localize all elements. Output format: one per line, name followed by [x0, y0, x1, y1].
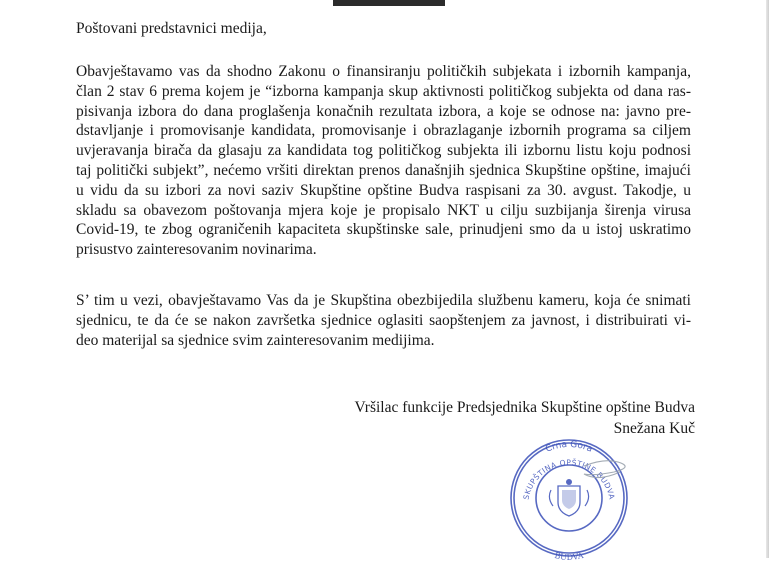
paragraph-line: deo materijal sa sjednice svim zainteresovanim medijima.	[76, 331, 435, 349]
paragraph-line: prisustvo zainteresovanim novinarima.	[76, 241, 317, 259]
paragraph-line: pisivanja izbora do dana proglašenja konačnih rezultata izbora, a koje se odnose na: javno pre-	[76, 102, 691, 120]
paragraph-line: skladu sa obavezom poštovanja mjera koje je propisalo NKT u cilju suzbijanja širenja virusa	[76, 201, 691, 219]
paragraph-line: dstavljanje i promovisanje kandidata, promovisanje i obrazlaganje izbornih programa sa ciljem	[76, 122, 691, 140]
paragraph-camera-notice	[76, 291, 691, 350]
paragraph-announcement	[76, 62, 691, 260]
paragraph-line: S’ tim u vezi, obavještavamo Vas da je Skupština obezbijedila službenu kameru, koja će snimati	[76, 292, 691, 309]
seal-ring-text: SKUPŠTINA OPŠTINE BUDVA	[521, 457, 617, 501]
seal-bottom-text: BUDVA	[553, 550, 585, 562]
paragraph-line: u vidu da su izbori za novi saziv Skupštine opštine Budva raspisani za 30. avgust. Takodje, u	[76, 181, 691, 199]
paragraph-line: taj politički subjekt”, nećemo vršiti direktan prenos današnjih sjednica Skupštine opštine, imajući	[76, 161, 691, 179]
paragraph-line: uvjeravanja birača da glasaju za kandidata tog političkog subjekta ili izbornu listu koju podnosi	[76, 142, 691, 160]
paragraph-line: Obavještavamo vas da shodno Zakonu o finansiranju političkih subjekata i izbornih kampanja,	[76, 63, 691, 80]
official-seal-stamp	[496, 428, 642, 563]
signatory-name: Snežana Kuč	[613, 419, 695, 437]
signatory-title: Vršilac funkcije Predsjednika Skupštine opštine Budva	[354, 399, 695, 416]
top-dark-tab	[333, 0, 445, 6]
paragraph-line: član 2 stav 6 prema kojem je “izborna kampanja skup aktivnosti političkog subjekta od dana ras-	[76, 82, 691, 100]
coat-of-arms-icon	[549, 479, 588, 516]
paragraph-line: Covid-19, te zbog ograničenih kapaciteta skupštinske sale, prinudjeni smo da u istoj uskratimo	[76, 221, 691, 239]
greeting: Poštovani predstavnici medija,	[76, 20, 267, 37]
paragraph-line: sjednicu, te da će se nakon završetka sjednice oglasiti saopštenjem za javnost, i distribuirati vi-	[76, 311, 691, 329]
seal-top-text: Crna Gora	[544, 439, 594, 455]
